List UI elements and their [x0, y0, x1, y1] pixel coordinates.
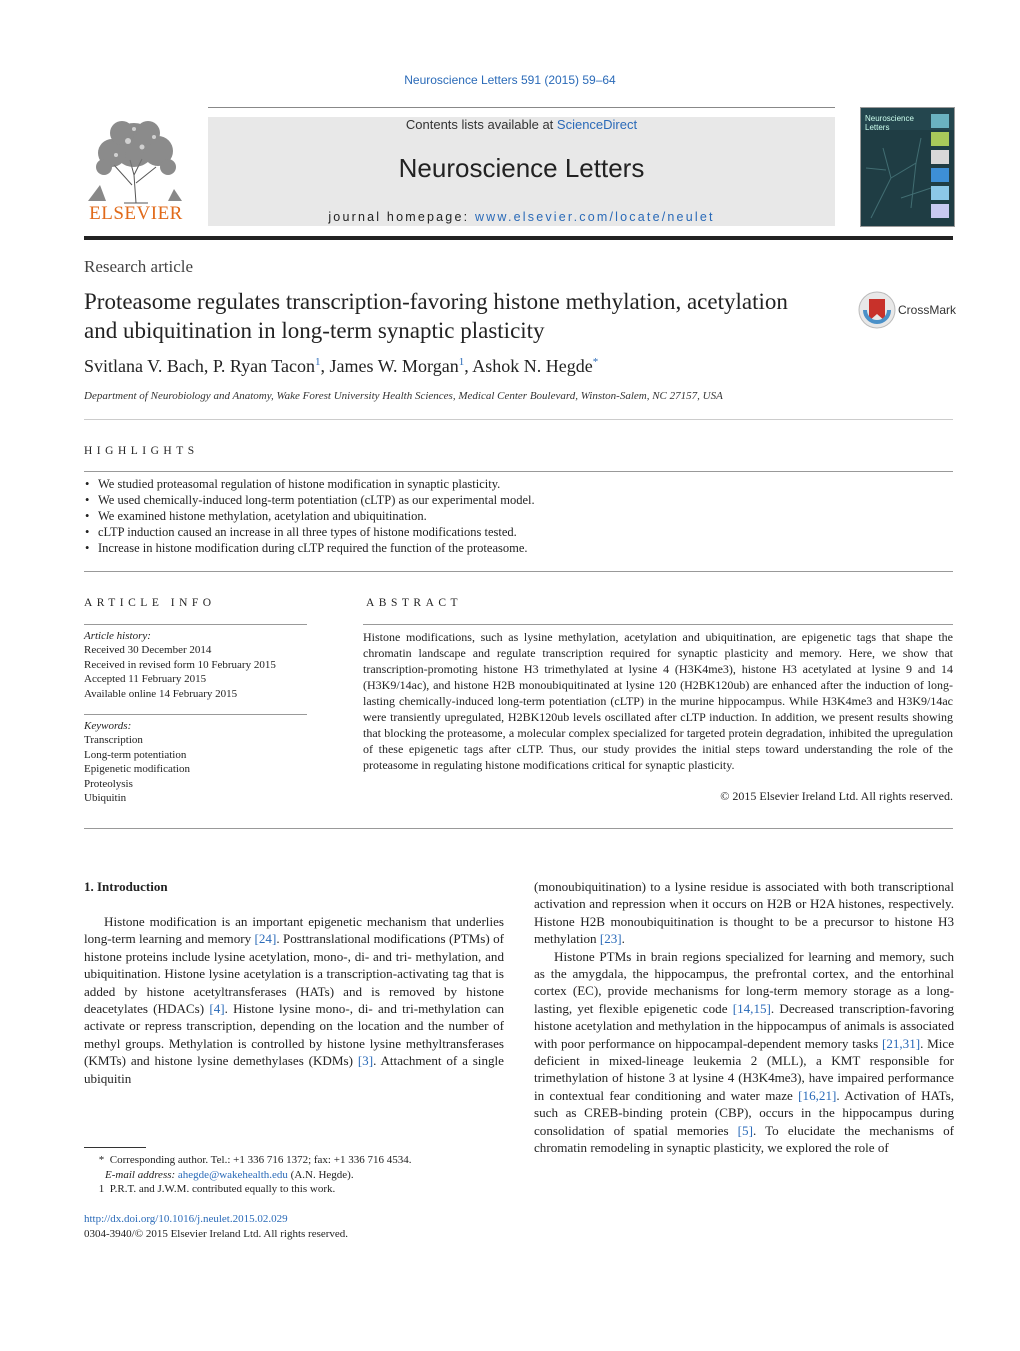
abstract-heading: ABSTRACT [366, 597, 463, 609]
keywords [84, 719, 190, 805]
divider [84, 828, 953, 829]
author-name[interactable]: James W. Morgan [329, 356, 459, 376]
footnote-equal [84, 1182, 411, 1197]
footnote-corresponding [84, 1153, 411, 1168]
highlight-item: • cLTP induction caused an increase in all three types of histone modifications tested. [84, 525, 535, 541]
body-paragraph [534, 948, 954, 1157]
keyword: Proteolysis [84, 777, 133, 790]
author-footnote-mark[interactable]: 1 [458, 356, 465, 368]
body-text-run: . Activation of HATs, such as CREB-binding protein (CBP), occurs in the hippocampus during consolidation of spatial memories [534, 1087, 954, 1138]
footnote-text: P.R.T. and J.W.M. contributed equally to this work. [109, 1183, 336, 1195]
doi-link[interactable]: http://dx.doi.org/10.1016/j.neulet.2015.02.029 [84, 1213, 288, 1225]
author-name[interactable]: Ashok N. Hegde [472, 356, 593, 376]
header-rule [208, 107, 835, 108]
history-label: Article history: [84, 630, 151, 642]
highlight-item: • Increase in histone modification during cLTP required the function of the proteasome. [84, 541, 535, 557]
elsevier-wordmark: ELSEVIER [89, 203, 183, 224]
email-label: E-mail address: [105, 1168, 178, 1181]
divider [84, 471, 953, 472]
author-name[interactable]: P. Ryan Tacon [212, 356, 316, 376]
footnote-text: Corresponding author. Tel.: +1 336 716 1372; fax: +1 336 716 4534. [109, 1154, 412, 1166]
crossmark-badge[interactable] [858, 291, 958, 329]
body-text-run: . Decreased transcription-favoring histone acetylation and methylation in the hippocampus of animals is associated with poor performance on hippocampal-dependent memory tasks [534, 1000, 955, 1051]
contents-prefix: Contents lists available at [405, 117, 557, 132]
author-name[interactable]: Svitlana V. Bach [84, 356, 204, 376]
citation-link[interactable]: [23] [599, 931, 622, 947]
keyword: Transcription [84, 734, 143, 747]
elsevier-tree-icon [84, 115, 188, 207]
footnote-mark: * [98, 1154, 105, 1166]
homepage-prefix: journal homepage: [328, 210, 475, 224]
abstract-copyright: © 2015 Elsevier Ireland Ltd. All rights reserved. [720, 789, 953, 803]
body-text-run: . Histone lysine mono-, di- and tri-methylation can activate or repress transcription, depending on the location and the number of methyl groups. Methylation is controlled by histone lysine methyltransferases (KMTs) and histone lysine demethylases (KDMs) [84, 1001, 505, 1069]
keyword: Epigenetic modification [84, 763, 190, 776]
footnotes [84, 1153, 411, 1197]
corresponding-author-mark[interactable]: * [592, 356, 599, 368]
body-text-run: . [621, 931, 625, 947]
homepage-link[interactable]: www.elsevier.com/locate/neulet [474, 210, 715, 224]
journal-homepage [208, 210, 835, 224]
doi-block [84, 1212, 348, 1241]
body-text-run: (monoubiquitination) to a lysine residue is associated with both transcriptional activation and repression when it occurs on H2B or H2A histones, respectively. Histone H2B monoubiquitination is thought to be a precursor to histone H3 methylation [534, 879, 954, 947]
email-suffix: (A.N. Hegde). [287, 1168, 354, 1181]
divider [363, 624, 953, 625]
citation-link[interactable]: [21,31] [881, 1035, 921, 1051]
highlight-item: • We used chemically-induced long-term potentiation (cLTP) as our experimental model. [84, 493, 535, 509]
elsevier-logo [84, 115, 188, 225]
keyword: Long-term potentiation [84, 748, 187, 761]
author-list: Svitlana V. Bach, P. Ryan Tacon$^1$, James W. Morgan$^1$, Ashok N. Hegde* [84, 356, 599, 376]
introduction-heading: 1. Introduction [84, 879, 168, 894]
footnote-rule [84, 1147, 146, 1148]
journal-reference[interactable]: Neuroscience Letters 591 (2015) 59–64 [404, 73, 616, 87]
divider [84, 571, 953, 572]
contents-line [208, 117, 835, 132]
footnote-email [84, 1168, 411, 1183]
divider [84, 419, 953, 420]
citation-link[interactable]: [5] [737, 1122, 753, 1138]
body-column-right [534, 878, 954, 1157]
keyword: Ubiquitin [84, 792, 127, 805]
header-thick-rule [84, 236, 953, 240]
cover-title: Neuroscience Letters [865, 114, 914, 132]
keywords-label: Keywords: [84, 720, 132, 732]
history-item: Available online 14 February 2015 [84, 687, 238, 700]
body-paragraph [534, 878, 954, 948]
article-type: Research article [84, 257, 194, 276]
citation-link[interactable]: [24] [254, 931, 277, 947]
affiliation: Department of Neurobiology and Anatomy, Wake Forest University Health Sciences, Medical Center Boulevard, Winston-Salem, NC 27157, USA [84, 390, 723, 402]
author-footnote-mark[interactable]: 1 [315, 356, 321, 368]
issn-line: 0304-3940/© 2015 Elsevier Ireland Ltd. All rights reserved. [84, 1227, 349, 1240]
citation-link[interactable]: [4] [209, 1001, 225, 1017]
crossmark-icon [858, 291, 896, 329]
body-column-left [84, 913, 504, 1087]
crossmark-label: CrossMark [898, 303, 957, 317]
divider [84, 714, 307, 715]
article-info-heading: ARTICLE INFO [84, 597, 216, 609]
sciencedirect-link[interactable]: ScienceDirect [556, 117, 638, 132]
footnote-mark: 1 [98, 1183, 105, 1195]
journal-cover-thumbnail [860, 107, 955, 227]
highlight-item: • We examined histone methylation, acetylation and ubiquitination. [84, 509, 535, 525]
article-title: Proteasome regulates transcription-favoring histone methylation, acetylation and ubiquitination in long-term synaptic plasticity [84, 289, 788, 343]
abstract-text: Histone modifications, such as lysine methylation, acetylation and ubiquitination, are epigenetic tags that shape the chromatin landscape and regulate transcription required for synaptic plasticity and memory. Here, we show that transcription-promoting histone H3 trimethylated at lysine 4 (H3K4me3), histone H3 acetylated at lysine 9 and 14 (H3K9/14ac), and histone H2B monoubiquitinated at lysine 120 (H2BK120ub) are enhanced after the induction of long-lasting chemically-induced long-term potentiation (cLTP) in the murine hippocampus. While H3K4me3 and H3K9/14ac were transiently upregulated, H2BK120ub levels oscillated after cLTP induction. In addition, we present results showing that blocking the proteasome, a molecular complex specialized for targeted protein degradation, inhibited the upregulation of these epigenetic tags after cLTP. Thus, our study provides the initial steps toward understanding the role of the proteasome in regulating histone modifications critical for synaptic plasticity. [363, 630, 953, 772]
history-item: Accepted 11 February 2015 [84, 673, 207, 686]
body-text-run: . Mice deficient in mixed-lineage leukemia 2 (MLL), a KMT responsible for trimethylation of histone 3 at lysine 4 (H3K4me3), have impaired performance in contextual fear conditioning and water maze [534, 1035, 955, 1103]
body-text-run: . Attachment of a single ubiquitin [84, 1053, 504, 1086]
body-text-run: Histone PTMs in brain regions specialized for learning and memory, such as the amygdala, the hippocampus, the prefrontal cortex, and the entorhinal cortex (EC), provide mechanisms for long-term memory storage as a long-lasting, yet flexible epigenetic code [534, 948, 954, 1016]
highlights-heading: HIGHLIGHTS [84, 445, 199, 457]
highlights-list [84, 477, 535, 557]
citation-link[interactable]: [14,15] [732, 1000, 771, 1016]
journal-title: Neuroscience Letters [398, 153, 645, 183]
article-history [84, 629, 276, 701]
citation-link[interactable]: [16,21] [798, 1087, 837, 1103]
body-text-run: . Posttranslational modifications (PTMs) of histone proteins include lysine acetylation, mono-, di- and tri- methylation, and ubiquitination. Histone lysine acetylation is a transcription-activating tag that is added by histone acetyltransferases (HATs) and is removed by histone deacetylates (HDACs) [84, 931, 504, 1017]
history-item: Received 30 December 2014 [84, 644, 212, 657]
highlight-item: • We studied proteasomal regulation of histone modification in synaptic plasticity. [84, 477, 535, 493]
body-text-run: Histone modification is an important epigenetic mechanism that underlies long-term learning and memory [84, 914, 504, 947]
journal-banner [208, 117, 835, 226]
history-item: Received in revised form 10 February 2015 [84, 658, 276, 671]
citation-link[interactable]: [3] [357, 1053, 374, 1069]
body-text-run: . To elucidate the mechanisms of chromatin remodeling in synaptic plasticity, we explored the role of [534, 1122, 954, 1156]
email-link[interactable]: ahegde@wakehealth.edu [177, 1168, 288, 1181]
divider [84, 624, 307, 625]
